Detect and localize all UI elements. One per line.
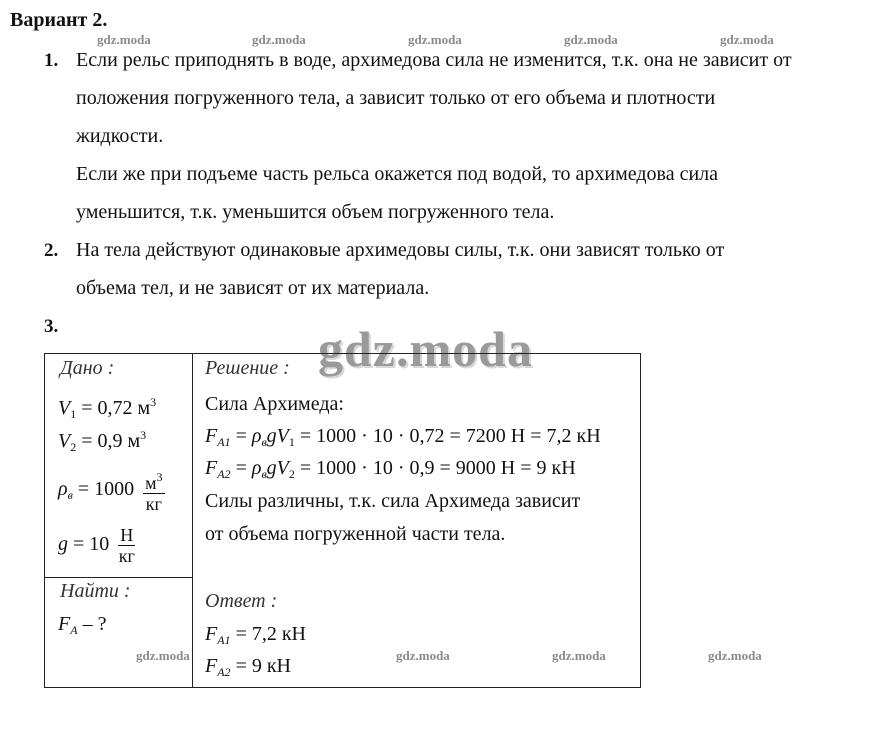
watermark: gdz.moda: [552, 648, 606, 663]
watermark: gdz.moda: [408, 32, 462, 47]
watermark: gdz.moda: [252, 32, 306, 47]
paragraph-line: жидкости.: [76, 125, 164, 147]
watermark: gdz.moda: [97, 32, 151, 47]
watermark: gdz.moda: [396, 648, 450, 663]
answer-header: Ответ :: [205, 590, 278, 612]
given-g: g = 10 $\frac{Н}{кг}$: [58, 525, 135, 566]
solution-note: Силы различны, т.к. сила Архимеда зависит: [205, 490, 581, 512]
page-title: Вариант 2.: [10, 9, 108, 31]
solution-intro: Сила Архимеда:: [205, 393, 344, 415]
solution-header: Решение :: [205, 357, 290, 379]
watermark: gdz.moda: [564, 32, 618, 47]
paragraph-line: объема тел, и не зависят от их материала.: [76, 277, 430, 299]
given-v1: $V_1 = 0,72$ $м^3$: [58, 395, 157, 421]
table-divider: [44, 577, 193, 578]
solution-f2: $F_{A2} = \rho_вgV_2 = 1000 \cdot 10 \cdot 0,9 = 9000$ Н = 9 кН: [205, 457, 576, 481]
watermark: gdz.moda: [136, 648, 190, 663]
given-rho: $\rho_в = 1000$ $\frac{м^3}{кг}$: [58, 467, 165, 514]
item-number: 3.: [44, 316, 59, 337]
answer-f1: $F_{A1} = 7,2$ кН: [205, 623, 307, 647]
find-target: $F_A$ ? –: [58, 613, 107, 637]
solution-f1: $F_{A1} = \rho_вgV_1 = 1000 \cdot 10 \cdot 0,72 = 7200$ Н = 7,2 кН: [205, 425, 601, 449]
paragraph-line: Если рельс приподнять в воде, архимедова сила не изменится, т.к. она не зависит от: [76, 49, 792, 71]
answer-f2: $F_{A2} = 9$ кН: [205, 655, 292, 679]
item-number: 1.: [44, 50, 59, 71]
watermark-large: gdz.moda: [318, 321, 533, 377]
find-header: Найти :: [60, 580, 131, 602]
given-header: Дано :: [60, 357, 115, 379]
given-v2: $V_2 = 0,9$ $м^3$: [58, 428, 147, 454]
watermark: gdz.moda: [720, 32, 774, 47]
paragraph-line: уменьшится, т.к. уменьшится объем погруженного тела.: [76, 201, 555, 223]
solution-note: от объема погруженной части тела.: [205, 523, 506, 545]
item-number: 2.: [44, 240, 59, 261]
watermark: gdz.moda: [708, 648, 762, 663]
paragraph-line: Если же при подъеме часть рельса окажется под водой, то архимедова сила: [76, 163, 719, 185]
table-divider: [192, 353, 193, 687]
paragraph-line: На тела действуют одинаковые архимедовы силы, т.к. они зависят только от: [76, 239, 725, 261]
paragraph-line: положения погруженного тела, а зависит только от его объема и плотности: [76, 87, 716, 109]
